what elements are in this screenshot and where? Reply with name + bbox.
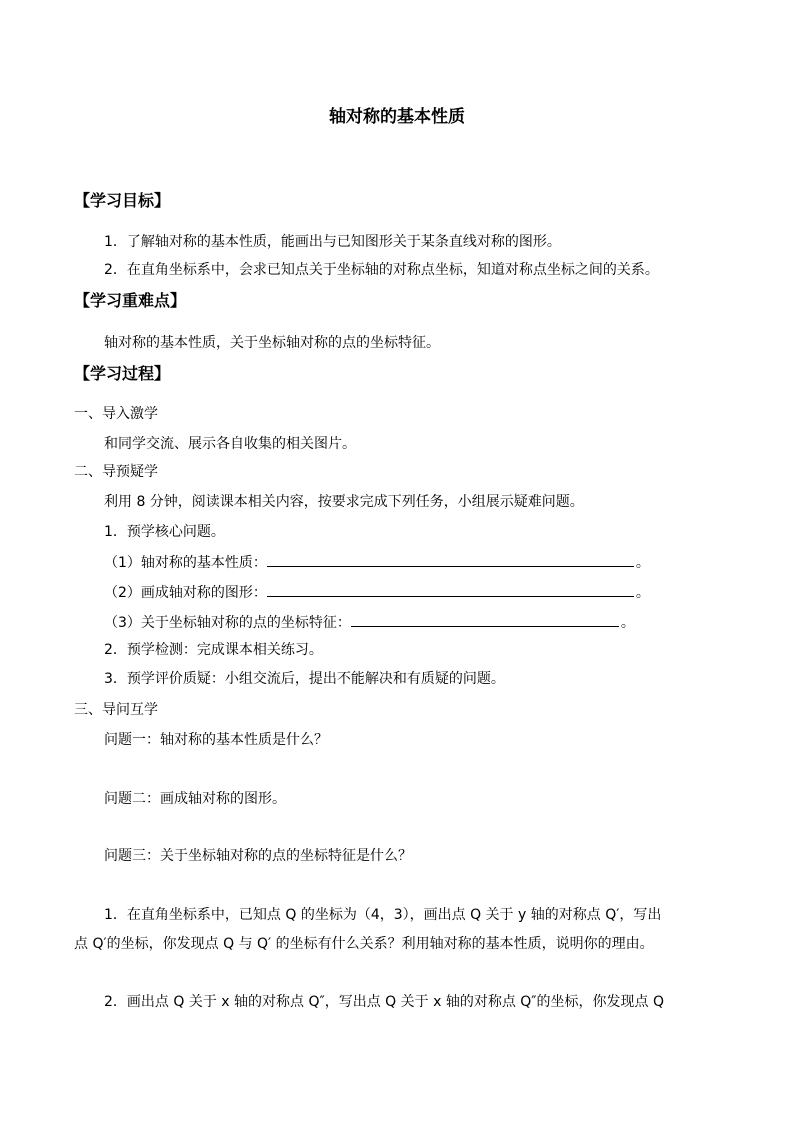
section-text: 和同学交流、展示各自收集的相关图片。	[104, 436, 356, 452]
key-points-text: 轴对称的基本性质，关于坐标轴对称的点的坐标特征。	[104, 335, 440, 351]
fill-question-2	[104, 582, 650, 603]
fill-question-1	[104, 552, 650, 573]
list-item: 1．预学核心问题。	[104, 524, 225, 540]
question-end-mark: 。	[635, 555, 650, 571]
exercise-text: 2．画出点 Q 关于 x 轴的对称点 Q″，写出点 Q 关于 x 轴的对称点 Q″的坐标，你发现点 Q	[104, 994, 664, 1010]
goal-item: 1．了解轴对称的基本性质，能画出与已知图形关于某条直线对称的图形。	[104, 234, 561, 250]
fill-question-3	[104, 612, 635, 633]
section-title: 一、导入激学	[74, 406, 158, 422]
question-text: 问题二：画成轴对称的图形。	[104, 791, 286, 807]
goals-heading: 【学习目标】	[74, 191, 171, 210]
section-text: 利用 8 分钟，阅读课本相关内容，按要求完成下列任务，小组展示疑难问题。	[104, 494, 584, 510]
goal-item: 2．在直角坐标系中，会求已知点关于坐标轴的对称点坐标，知道对称点坐标之间的关系。	[104, 262, 659, 278]
question-label: （1）轴对称的基本性质：	[104, 555, 267, 571]
question-text: 问题一：轴对称的基本性质是什么？	[104, 732, 328, 748]
page-title: 轴对称的基本性质	[329, 107, 465, 127]
section-title: 二、导预疑学	[74, 464, 158, 480]
section-title: 三、导问互学	[74, 702, 158, 718]
list-item: 3．预学评价质疑：小组交流后，提出不能解决和有质疑的问题。	[104, 671, 505, 687]
question-text: 问题三：关于坐标轴对称的点的坐标特征是什么？	[104, 848, 412, 864]
process-heading: 【学习过程】	[74, 364, 171, 383]
key-points-heading: 【学习重难点】	[74, 291, 187, 310]
list-item: 2．预学检测：完成课本相关练习。	[104, 642, 323, 658]
question-end-mark: 。	[620, 615, 635, 631]
answer-blank[interactable]	[267, 552, 634, 567]
exercise-text: 点 Q′的坐标，你发现点 Q 与 Q′ 的坐标有什么关系？利用轴对称的基本性质，说明你的理由。	[74, 936, 654, 952]
exercise-text: 1．在直角坐标系中，已知点 Q 的坐标为（4，3），画出点 Q 关于 y 轴的对称点 Q′，写出	[104, 907, 662, 923]
question-label: （3）关于坐标轴对称的点的坐标特征：	[104, 615, 351, 631]
question-label: （2）画成轴对称的图形：	[104, 585, 267, 601]
question-end-mark: 。	[635, 585, 650, 601]
answer-blank[interactable]	[267, 582, 634, 597]
answer-blank[interactable]	[351, 612, 619, 627]
